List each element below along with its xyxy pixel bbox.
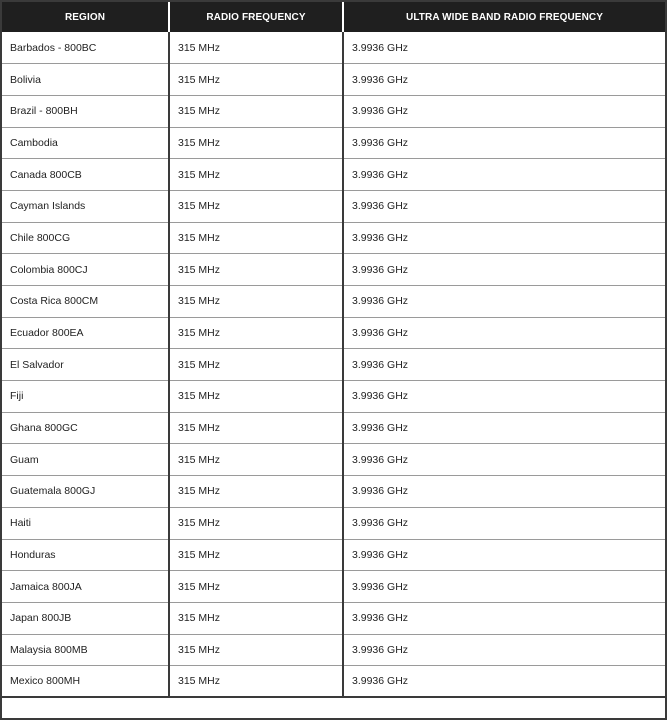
uwb-frequency-cell: 3.9936 GHz [343, 539, 665, 571]
table-row [2, 286, 665, 318]
table-row [2, 666, 665, 698]
radio-frequency-cell: 315 MHz [169, 571, 343, 603]
region-cell: Japan 800JB [2, 602, 169, 634]
region-cell: Cayman Islands [2, 190, 169, 222]
radio-frequency-cell: 315 MHz [169, 634, 343, 666]
header-radio-frequency: RADIO FREQUENCY [169, 2, 343, 32]
radio-frequency-cell: 315 MHz [169, 381, 343, 413]
region-cell: Barbados - 800BC [10, 41, 97, 54]
uwb-frequency-cell: 3.9936 GHz [343, 381, 665, 413]
table-row [2, 539, 665, 571]
table-row [2, 507, 665, 539]
table-row [2, 381, 665, 413]
region-cell: Costa Rica 800CM [2, 286, 169, 318]
table-header [2, 2, 665, 32]
radio-frequency-cell: 315 MHz [169, 349, 343, 381]
radio-frequency-cell: 315 MHz [169, 64, 343, 96]
radio-frequency-cell: 315 MHz [169, 666, 343, 698]
region-cell: Brazil - 800BH [2, 95, 169, 127]
frequency-table [2, 2, 665, 698]
uwb-frequency-cell: 3.9936 GHz [343, 286, 665, 318]
radio-frequency-cell: 315 MHz [169, 286, 343, 318]
region-cell: Guatemala 800GJ [2, 476, 169, 508]
uwb-frequency-cell: 3.9936 GHz [343, 507, 665, 539]
radio-frequency-cell: 315 MHz [169, 602, 343, 634]
table-row [2, 64, 665, 96]
uwb-frequency-cell: 3.9936 GHz [343, 127, 665, 159]
header-row [2, 2, 665, 32]
uwb-frequency-cell: 3.9936 GHz [343, 476, 665, 508]
region-cell: El Salvador [2, 349, 169, 381]
uwb-frequency-cell: 3.9936 GHz [343, 571, 665, 603]
table-row [2, 571, 665, 603]
region-cell: Honduras [2, 539, 169, 571]
table-row [2, 190, 665, 222]
table-row [2, 412, 665, 444]
table-row [2, 95, 665, 127]
table-row [2, 444, 665, 476]
region-cell: Cambodia [2, 127, 169, 159]
header-region: REGION [2, 2, 169, 32]
radio-frequency-cell: 315 MHz [169, 95, 343, 127]
radio-frequency-cell: 315 MHz [169, 507, 343, 539]
table-body [2, 32, 665, 697]
header-uwb-radio-frequency: ULTRA WIDE BAND RADIO FREQUENCY [343, 2, 665, 32]
uwb-frequency-cell: 3.9936 GHz [343, 159, 665, 191]
table-row [2, 317, 665, 349]
uwb-frequency-cell: 3.9936 GHz [343, 32, 665, 64]
uwb-frequency-cell: 3.9936 GHz [343, 222, 665, 254]
uwb-frequency-cell: 3.9936 GHz [343, 64, 665, 96]
radio-frequency-cell: 315 MHz [169, 317, 343, 349]
region-cell: Ecuador 800EA [2, 317, 169, 349]
region-cell: Jamaica 800JA [2, 571, 169, 603]
region-cell: Colombia 800CJ [2, 254, 169, 286]
radio-frequency-cell: 315 MHz [169, 159, 343, 191]
region-cell: Mexico 800MH [2, 666, 169, 698]
table-row [2, 254, 665, 286]
uwb-frequency-cell: 3.9936 GHz [343, 666, 665, 698]
radio-frequency-cell: 315 MHz [169, 254, 343, 286]
uwb-frequency-cell: 3.9936 GHz [343, 349, 665, 381]
region-cell: Bolivia [2, 64, 169, 96]
region-cell: Canada 800CB [2, 159, 169, 191]
radio-frequency-cell: 315 MHz [169, 444, 343, 476]
radio-frequency-cell: 315 MHz [169, 222, 343, 254]
table-row [2, 159, 665, 191]
table-row [2, 127, 665, 159]
region-cell: Fiji [2, 381, 169, 413]
radio-frequency-cell: 315 MHz [169, 476, 343, 508]
region-cell: Haiti [2, 507, 169, 539]
table-row [2, 349, 665, 381]
table-row [2, 476, 665, 508]
region-cell: Chile 800CG [2, 222, 169, 254]
uwb-frequency-cell: 3.9936 GHz [343, 634, 665, 666]
table-row [2, 32, 665, 64]
uwb-frequency-cell: 3.9936 GHz [343, 190, 665, 222]
region-cell: Guam [2, 444, 169, 476]
radio-frequency-cell: 315 MHz [169, 32, 343, 64]
radio-frequency-cell: 315 MHz [169, 539, 343, 571]
radio-frequency-cell: 315 MHz [169, 127, 343, 159]
region-cell: Malaysia 800MB [2, 634, 169, 666]
uwb-frequency-cell: 3.9936 GHz [343, 95, 665, 127]
uwb-frequency-cell: 3.9936 GHz [343, 412, 665, 444]
uwb-frequency-cell: 3.9936 GHz [343, 602, 665, 634]
radio-frequency-cell: 315 MHz [169, 412, 343, 444]
table-row [2, 222, 665, 254]
uwb-frequency-cell: 3.9936 GHz [343, 254, 665, 286]
uwb-frequency-cell: 3.9936 GHz [343, 317, 665, 349]
radio-frequency-cell: 315 MHz [169, 190, 343, 222]
table-row [2, 602, 665, 634]
region-cell: Ghana 800GC [2, 412, 169, 444]
table-row [2, 634, 665, 666]
uwb-frequency-cell: 3.9936 GHz [343, 444, 665, 476]
